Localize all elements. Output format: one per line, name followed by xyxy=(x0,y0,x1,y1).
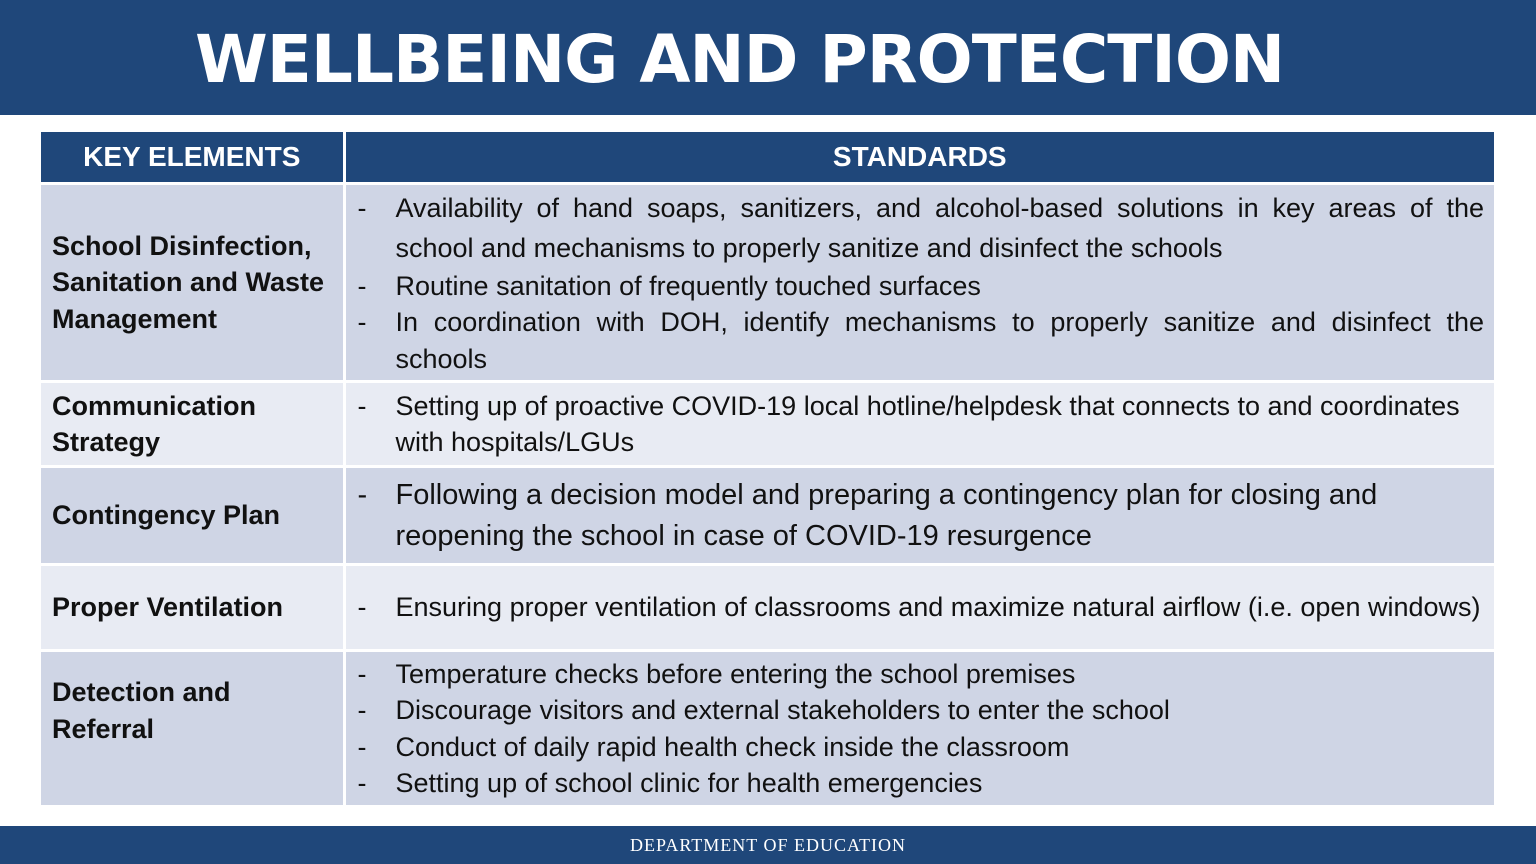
header-band xyxy=(0,0,1536,115)
standard-item: - Setting up of proactive COVID-19 local hotline/helpdesk that connects to and coordinates with hospitals/LGUs xyxy=(358,388,1485,461)
table-row-contingency xyxy=(41,467,1494,565)
key-element-cell: Proper Ventilation xyxy=(41,565,344,651)
standards-cell xyxy=(344,467,1494,565)
standard-item: - Temperature checks before entering the school premises xyxy=(358,656,1485,693)
standard-item: - Following a decision model and preparing a contingency plan for closing and reopening the school in case of COVID-19 resurgence xyxy=(358,475,1485,557)
standards-table-container xyxy=(41,132,1494,808)
key-element-cell: Contingency Plan xyxy=(41,467,344,565)
standards-list xyxy=(358,656,1485,802)
standard-item: - Discourage visitors and external stakeholders to enter the school xyxy=(358,692,1485,729)
key-element-cell: School Disinfection, Sanitation and Waste Management xyxy=(41,184,344,382)
table-row-communication xyxy=(41,382,1494,467)
standard-item: - Setting up of school clinic for health emergencies xyxy=(358,765,1485,802)
standards-cell xyxy=(344,184,1494,382)
standard-item: - In coordination with DOH, identify mechanisms to properly sanitize and disinfect the schools xyxy=(358,304,1485,377)
standards-list xyxy=(358,188,1485,378)
standard-item: - Ensuring proper ventilation of classrooms and maximize natural airflow (i.e. open windows) xyxy=(358,589,1485,626)
standards-cell xyxy=(344,382,1494,467)
table-row-sanitation xyxy=(41,184,1494,382)
footer-text: DEPARTMENT OF EDUCATION xyxy=(630,835,906,855)
standard-item: - Conduct of daily rapid health check inside the classroom xyxy=(358,729,1485,766)
standards-header: STANDARDS xyxy=(344,132,1494,184)
table-row-ventilation xyxy=(41,565,1494,651)
standards-list xyxy=(358,388,1485,461)
key-elements-header: KEY ELEMENTS xyxy=(41,132,344,184)
key-element-cell: Communication Strategy xyxy=(41,382,344,467)
table-row-detection xyxy=(41,651,1494,807)
table-header-row xyxy=(41,132,1494,184)
standards-list xyxy=(358,475,1485,557)
standard-item: - Availability of hand soaps, sanitizers, and alcohol-based solutions in key areas of the school and mechanisms to properly sanitize and disinfect the schools xyxy=(358,188,1485,268)
key-element-cell: Detection and Referral xyxy=(41,651,344,807)
standards-table xyxy=(41,132,1494,808)
standards-cell xyxy=(344,651,1494,807)
standards-cell xyxy=(344,565,1494,651)
standard-item: - Routine sanitation of frequently touched surfaces xyxy=(358,268,1485,305)
slide-title: WELLBEING AND PROTECTION xyxy=(195,21,1285,98)
footer-band xyxy=(0,826,1536,864)
standards-list xyxy=(358,589,1485,626)
